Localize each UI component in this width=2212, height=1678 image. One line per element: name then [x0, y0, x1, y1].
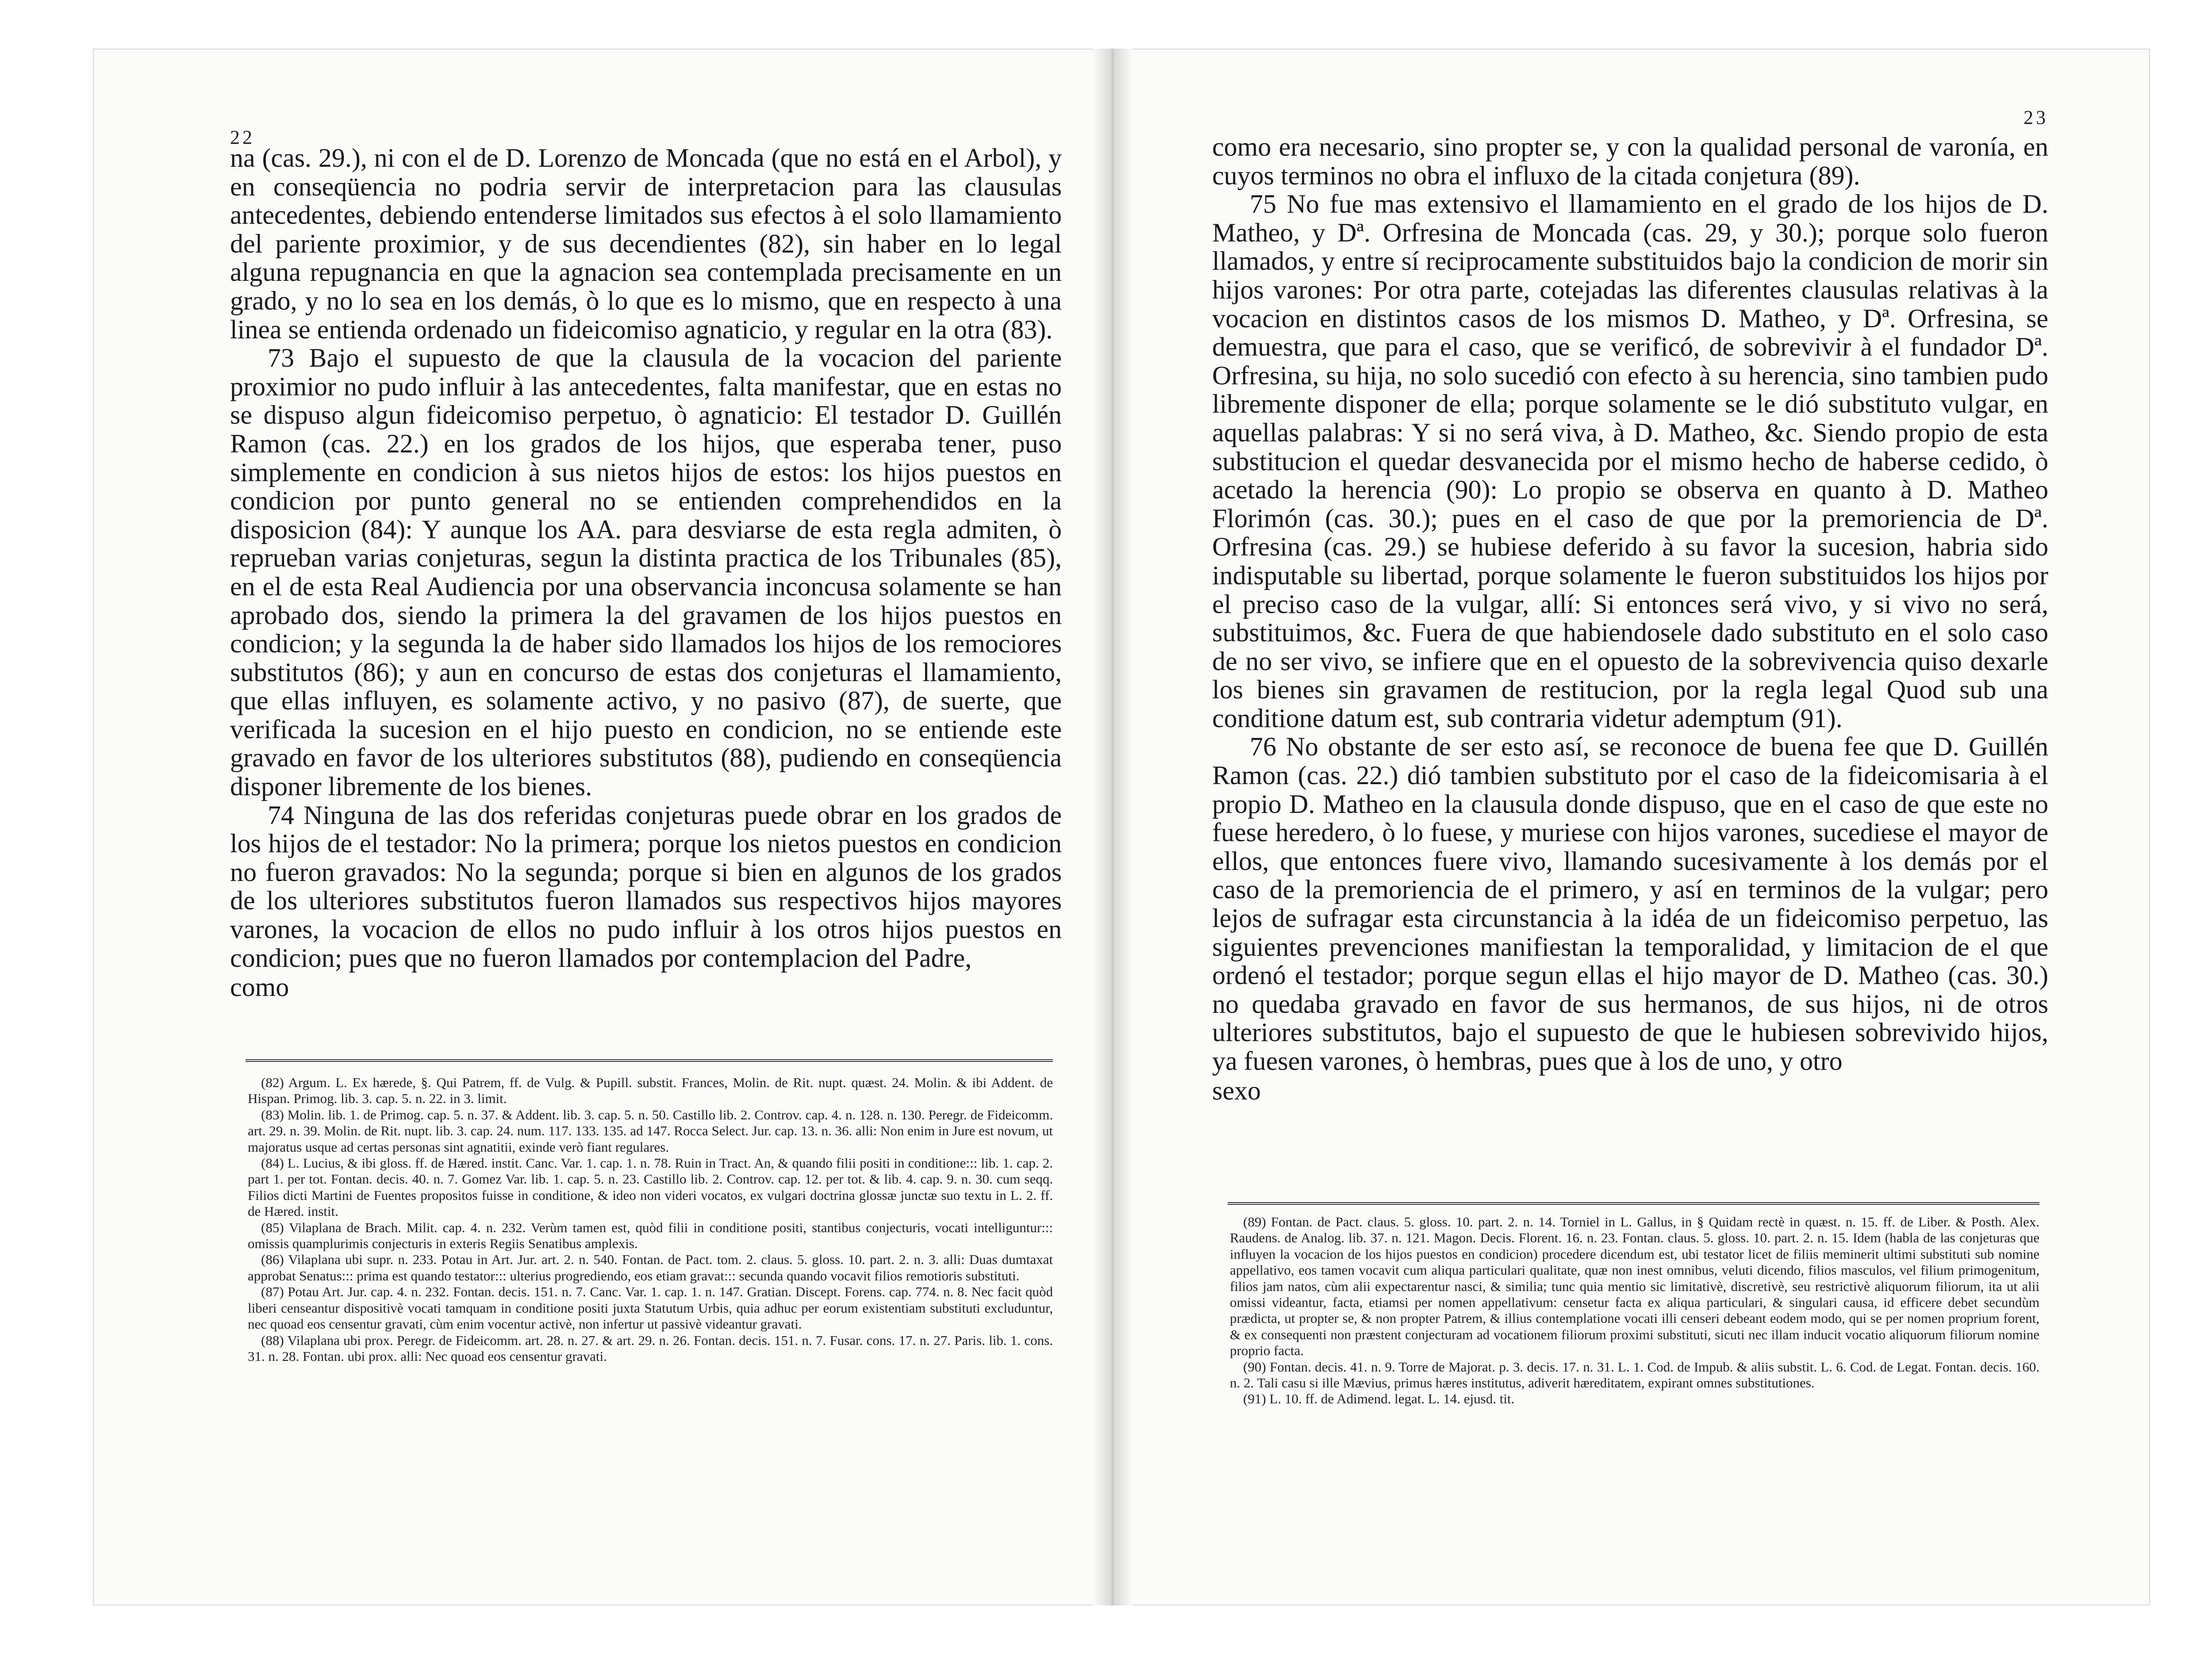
- footnote-87: (87) Potau Art. Jur. cap. 4. n. 232. Fontan. decis. 151. n. 7. Canc. Var. 1. cap. 1. n. 147. Gratian. Discept. Forens. cap. 774. n. 8. Nec facit quòd liberi censeantur dispositivè vocati tamquam in conditione positi juxta Statutum Urbis, quia adhuc per eorum existentiam substituti excluduntur, nec quoad eos censentur gravati, cùm enim vocentur activè, non infertur ut passivè videantur gravati.: [248, 1284, 1053, 1332]
- footnotes: [248, 1075, 1053, 1364]
- footnote-divider: [1228, 1202, 2039, 1205]
- book-gutter: [1093, 49, 1133, 1605]
- footnote-84: (84) L. Lucius, & ibi gloss. ff. de Hæred. instit. Canc. Var. 1. cap. 1. n. 78. Ruin in Tract. An, & quando filii positi in conditione::: lib. 1. cap. 2. part 1. per tot. Fontan. decis. 40. n. 7. Gomez Var. lib. 1. cap. 5. n. 23. Castillo lib. 2. Controv. cap. 12. per tot. & lib. 4. cap. 9. n. 30. cum seqq. Filios dicti Martini de Fuentes propositos fuisse in conditione, & ideo non videri vocatos, ex vulgari doctrina glossæ junctæ suo textu in L. 2. ff. de Hæred. instit.: [248, 1155, 1053, 1219]
- paragraph-76: 76 No obstante de ser esto así, se reconoce de buena fee que D. Guillén Ramon (cas. 22.) dió tambien substituto por el caso de la fideicomisaria à el propio D. Matheo en la clausula donde dispuso, que en el caso de que este no fuese heredero, ò lo fuese, y muriese con hijos varones, sucediese el mayor de ellos, que entonces fuere vivo, llamando sucesivamente à los demás por el caso de la premoriencia de el primero, y así en terminos de la vulgar; pero lejos de sufragar esta circunstancia à la idéa de un fideicomiso perpetuo, las siguientes prevenciones manifiestan la temporalidad, y limitacion de el que ordenó el testador; porque segun ellas el hijo mayor de D. Matheo (cas. 30.) no quedaba gravado en favor de sus hermanos, de sus hijos, ni de otros ulteriores substitutos, bajo el supuesto de que le hubiesen sobrevivido hijos, ya fuesen varones, ò hembras, pues que à los de uno, y otro: [1212, 732, 2048, 1076]
- page-number: 23: [2024, 107, 2048, 128]
- footnote-82: (82) Argum. L. Ex hærede, §. Qui Patrem, ff. de Vulg. & Pupill. substit. Frances, Molin. de Rit. nupt. quæst. 24. Molin. & ibi Addent. de Hispan. Primog. lib. 3. cap. 5. n. 22. in 3. limit.: [248, 1075, 1053, 1107]
- catchword: sexo: [1212, 1076, 1261, 1105]
- paragraph-75: 75 No fue mas extensivo el llamamiento en el grado de los hijos de D. Matheo, y Dª. Orfresina de Moncada (cas. 29, y 30.); porque solo fueron llamados, y entre sí reciprocamente substituidos bajo la condicion de morir sin hijos varones: Por otra parte, cotejadas las diferentes clausulas relativas à la vocacion en distintos casos de los mismos D. Matheo, y Dª. Orfresina, se demuestra, que para el caso, que se verificó, de sobrevivir à el fundador Dª. Orfresina, su hija, no solo sucedió con efecto à su herencia, sino tambien pudo libremente disponer de ella; porque solamente se le dió substituto vulgar, en aquellas palabras: Y si no será viva, à D. Matheo, &c. Siendo propio de esta substitucion el quedar desvanecida por el mismo hecho de haberse cedido, ò acetado la herencia (90): Lo propio se observa en quanto à D. Matheo Florimón (cas. 30.); pues en el caso de que por la premoriencia de Dª. Orfresina (cas. 29.) se hubiese deferido à su favor la sucesion, habria sido indisputable su libertad, porque solamente le fueron substituidos los hijos por el preciso caso de la vulgar, allí: Si entonces será vivo, y si vivo no será, substituimos, &c. Fuera de que habiendosele dado substituto en el solo caso de no ser vivo, se infiere que en el opuesto de la sobrevivencia quiso dexarle los bienes sin gravamen de restitucion, por la regla legal Quod sub una conditione datum est, sub contraria videtur ademptum (91).: [1212, 189, 2048, 733]
- main-text: [1212, 133, 2048, 1105]
- paragraph-continuation: como era necesario, sino propter se, y con la qualidad personal de varonía, en cuyos terminos no obra el influxo de la citada conjetura (89).: [1212, 132, 2048, 190]
- paragraph-73: 73 Bajo el supuesto de que la clausula de la vocacion del pariente proximior no pudo influir à las antecedentes, falta manifestar, que en estas no se dispuso algun fideicomiso perpetuo, ò agnaticio: El testador D. Guillén Ramon (cas. 22.) en los grados de los hijos, que esperaba tener, puso simplemente en condicion à sus nietos hijos de estos: los hijos puestos en condicion por punto general no se entienden comprehendidos en la disposicion (84): Y aunque los AA. para desviarse de esta regla admiten, ò reprueban varias conjeturas, segun la distinta practica de los Tribunales (85), en el de esta Real Audiencia por una observancia inconcusa solamente se han aprobado dos, siendo la primera la del gravamen de los hijos puestos en condicion; y la segunda la de haber sido llamados los hijos de los remociores substitutos (86); y aun en concurso de estas dos conjeturas el llamamiento, que ellas influyen, es solamente activo, y no pasivo (87), de suerte, que verificada la sucesion en el hijo puesto en condicion, no se entiende este gravado en favor de los ulteriores substitutos (88), pudiendo en conseqüencia disponer libremente de los bienes.: [230, 343, 1062, 801]
- paragraph-continuation: na (cas. 29.), ni con el de D. Lorenzo de Moncada (que no está en el Arbol), y en conseqüencia no podria servir de interpretacion para las clausulas antecedentes, debiendo entenderse limitados sus efectos à el solo llamamiento del pariente proximior, y de sus decendientes (82), sin haber en lo legal alguna repugnancia en que la agnacion sea contemplada precisamente en un grado, y no lo sea en los demás, ò lo que es lo mismo, que en respecto à una linea se entienda ordenado un fideicomiso agnaticio, y regular en la otra (83).: [230, 143, 1062, 344]
- footnote-91: (91) L. 10. ff. de Adimend. legat. L. 14. ejusd. tit.: [1243, 1391, 1515, 1407]
- footnote-83: (83) Molin. lib. 1. de Primog. cap. 5. n. 37. & Addent. lib. 3. cap. 5. n. 50. Castillo lib. 2. Controv. cap. 4. n. 128. n. 130. Peregr. de Fideicomm. art. 29. n. 39. Molin. de Rit. nupt. lib. 3. cap. 24. num. 117. 133. 135. ad 147. Rocca Select. Jur. cap. 13. n. 36. alli: Non enim in Jure est novum, ut majoratus usque ad certas personas sint agnatitii, exinde verò fiant regulares.: [248, 1107, 1053, 1155]
- catchword: como: [230, 973, 289, 1002]
- footnote-89: (89) Fontan. de Pact. claus. 5. gloss. 10. part. 2. n. 14. Torniel in L. Gallus, in § Quidam rectè in quæst. n. 15. ff. de Liber. & Posth. Alex. Raudens. de Analog. lib. 37. n. 121. Magon. Decis. Florent. 16. n. 23. Fontan. claus. 5. gloss. 10. part. 2. n. 15. Idem (habla de las conjeturas que influyen la vocacion de los hijos puestos en condicion) procedere dicendum est, ubi testator licet de filiis meminerit ultimi substituti sub nomine appellativo, eos tamen vocavit cum aliqua particulari qualitate, quæ non inest omnibus, veluti dicendo, filios masculos, vel filium primogenitum, filios jam natos, cùm alii expectarentur nasci, & similia; tunc quia mentio sic limitativè, discretivè, seu restrictivè aliquorum filiorum, ita ut alii omissi videantur, facta, etiamsi per nomen appellativum: censetur facta ex aliqua particulari, & singulari causa, id efficere debet secundùm prædicta, ut propter se, & non propter Patrem, & illius contemplatione vocati illi censeri debeant eodem modo, qui se per nomen proprium forent, & ex consequenti non præstent conjecturam ad vocationem filiorum proximi substituti, sicuti nec illam inducit vocatio aliquorum filiorum nomine proprio facta.: [1230, 1214, 2039, 1359]
- footnote-divider: [246, 1059, 1053, 1062]
- paragraph-74: 74 Ninguna de las dos referidas conjeturas puede obrar en los grados de los hijos de el testador: No la primera; porque los nietos puestos en condicion no fueron gravados: No la segunda; porque si bien en algunos de los grados de los ulteriores substitutos fueron llamados sus respectivos hijos mayores varones, la vocacion de ellos no pudo influir à los otros hijos puestos en condicion; pues que no fueron llamados por contemplacion del Padre,: [230, 800, 1062, 973]
- footnote-90: (90) Fontan. decis. 41. n. 9. Torre de Majorat. p. 3. decis. 17. n. 31. L. 1. Cod. de Impub. & aliis substit. L. 6. Cod. de Legat. Fontan. decis. 160. n. 2. Tali casu si ille Mævius, primus hæres institutus, adiverit hæreditatem, expirant omnes substitutiones.: [1230, 1359, 2039, 1391]
- main-text: [230, 144, 1062, 1002]
- footnote-85: (85) Vilaplana de Brach. Milit. cap. 4. n. 232. Verùm tamen est, quòd filii in conditione positi, stantibus conjecturis, vocati intelliguntur::: omissis quamplurimis conjecturis in exteris Regiis Senatibus amplexis.: [248, 1219, 1053, 1252]
- footnote-88: (88) Vilaplana ubi prox. Peregr. de Fideicomm. art. 28. n. 27. & art. 29. n. 26. Fontan. decis. 151. n. 7. Fusar. cons. 17. n. 27. Paris. lib. 1. cons. 31. n. 28. Fontan. ubi prox. alli: Nec quoad eos censentur gravati.: [248, 1332, 1053, 1364]
- page-number: 22: [230, 126, 255, 148]
- footnotes: [1230, 1214, 2039, 1407]
- footnote-86: (86) Vilaplana ubi supr. n. 233. Potau in Art. Jur. art. 2. n. 540. Fontan. de Pact. tom. 2. claus. 5. gloss. 10. part. 2. n. 3. alli: Duas dumtaxat approbat Senatus::: prima est quando testator::: ulterius progrediendo, eos etiam gravat::: secunda quando vocavit filios remotioris substituti.: [248, 1252, 1053, 1283]
